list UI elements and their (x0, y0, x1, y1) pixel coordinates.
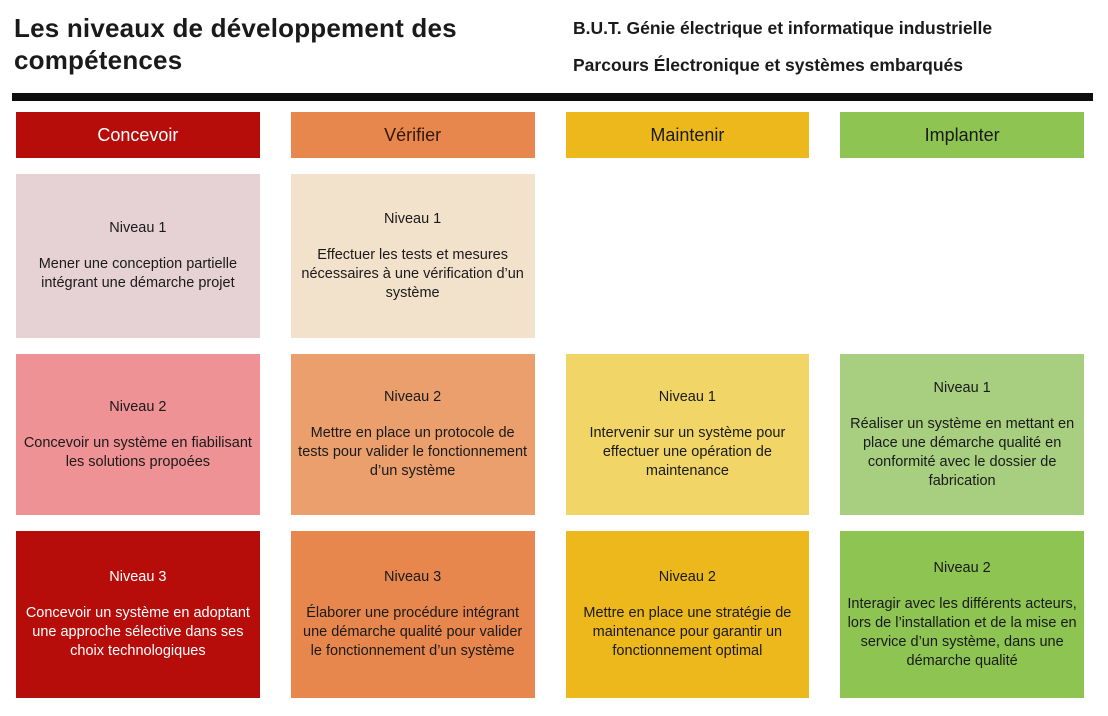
cell-maintenir-empty (566, 174, 810, 338)
level-description: Intervenir sur un système pour effectuer une opération de maintenance (589, 425, 786, 479)
level-label: Niveau 3 (109, 569, 167, 585)
level-label: Niveau 2 (933, 559, 991, 576)
column-header-maintenir: Maintenir (566, 112, 810, 158)
level-description: Concevoir un système en adoptant une approche sélective dans ses choix technologiques (25, 605, 250, 659)
level-description: Mettre en place un protocole de tests pour valider le fonctionnement d’un système (298, 425, 528, 479)
level-label: Niveau 3 (384, 569, 442, 585)
level-description: Réaliser un système en mettant en place une démarche qualité en conformité avec le dossier de fabrication (850, 415, 1075, 489)
column-header-verifier: Vérifier (291, 112, 535, 158)
level-label: Niveau 2 (384, 389, 442, 405)
divider-bar (12, 93, 1093, 101)
program-track: Parcours Électronique et systèmes embarqués (573, 55, 964, 75)
cell-concevoir-niveau-3 (16, 531, 260, 698)
level-description: Mettre en place une stratégie de maintenance pour garantir un fonctionnement optimal (583, 605, 792, 659)
column-header-implanter: Implanter (840, 112, 1084, 158)
cell-implanter-niveau-2 (840, 531, 1084, 698)
program-name: B.U.T. Génie électrique et informatique industrielle (573, 18, 993, 38)
page-title: Les niveaux de développement des compétences (14, 13, 457, 75)
cell-verifier-niveau-3 (291, 531, 535, 698)
level-label: Niveau 2 (109, 398, 167, 415)
level-description: Interagir avec les différents acteurs, lors de l’installation et de la mise en service d’un système, dans une démarche qualité (847, 595, 1077, 669)
column-header-concevoir: Concevoir (16, 112, 260, 158)
cell-verifier-niveau-1 (291, 174, 535, 338)
level-label: Niveau 1 (384, 210, 442, 227)
level-label: Niveau 1 (658, 389, 716, 405)
document-header (0, 0, 1108, 80)
level-description: Effectuer les tests et mesures nécessaires à une vérification d’un système (301, 246, 524, 301)
level-description: Élaborer une procédure intégrant une démarche qualité pour valider le fonctionnement d’un système (303, 605, 523, 659)
level-label: Niveau 1 (933, 379, 991, 396)
cell-concevoir-niveau-1 (16, 174, 260, 338)
program-info (573, 12, 1078, 75)
cell-implanter-niveau-1 (840, 354, 1084, 515)
cell-maintenir-niveau-2 (566, 531, 810, 698)
competency-matrix (16, 112, 1084, 698)
level-description: Concevoir un système en fiabilisant les solutions propoées (23, 434, 252, 470)
cell-concevoir-niveau-2 (16, 354, 260, 515)
cell-implanter-empty (840, 174, 1084, 338)
level-label: Niveau 2 (658, 569, 716, 585)
level-label: Niveau 1 (109, 220, 167, 236)
cell-maintenir-niveau-1 (566, 354, 810, 515)
level-description: Mener une conception partielle intégrant une démarche projet (38, 256, 238, 291)
cell-verifier-niveau-2 (291, 354, 535, 515)
